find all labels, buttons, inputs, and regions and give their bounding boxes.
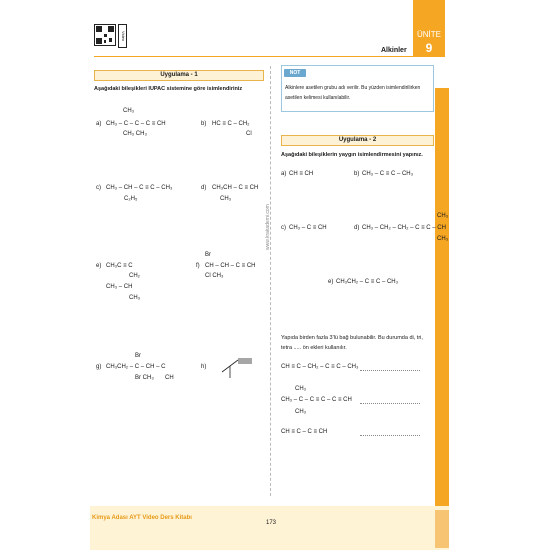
formula-e-sub1: CH₂	[129, 273, 140, 279]
formula-g-main: CH₃CH₂ – C – CH – C	[106, 364, 166, 370]
exercise-2: CH₃ – C – C ≡ C – C ≡ CH	[281, 397, 352, 403]
note-text-line2: asetilen kelimesi kullanılabilir.	[285, 95, 351, 101]
item-label-b: b)	[201, 121, 207, 127]
formula-c-below: C₂H₅	[124, 196, 138, 202]
formula-f-above: Br	[205, 252, 211, 258]
item-label-h: h)	[201, 364, 207, 370]
formula-d-main: CH₃CH – C ≡ CH	[212, 185, 259, 191]
item-label-e: e)	[96, 263, 102, 269]
exercise-2-above: CH₃	[295, 386, 307, 392]
side-strip	[435, 88, 449, 510]
side-strip-bottom	[435, 510, 449, 548]
formula-f-main: CH – CH – C ≡ CH	[205, 263, 256, 269]
note-text-line1: Alkinlere asetilen grubu adı verilir. Bu yüzden isimlendirilirken	[285, 85, 421, 91]
formula2-d-below: CH₃	[437, 236, 449, 242]
formula-g-above: Br	[135, 353, 141, 359]
item-label-a: a)	[96, 121, 102, 127]
item-label-f: f)	[196, 263, 200, 269]
formula-d-below: CH₃	[220, 196, 232, 202]
unit-tab	[413, 0, 445, 56]
item2-label-a: a)	[281, 171, 287, 177]
formula-e-sub2: CH₃ – CH	[106, 284, 133, 290]
section-title-2: Uygulama - 2	[281, 135, 434, 146]
answer-line-1[interactable]	[360, 370, 420, 371]
formula2-d: CH₃ – CH₂ – CH₂ – C ≡ C – CH	[362, 225, 446, 231]
formula-a-main: CH₃ – C – C – C ≡ CH	[106, 121, 166, 127]
header-rule	[94, 56, 445, 57]
formula-a-below: CH₃ CH₃	[123, 131, 147, 137]
qr-video-label: Video	[118, 24, 127, 48]
formula-a-above: CH₃	[123, 108, 135, 114]
item2-label-e: e)	[328, 279, 334, 285]
paragraph-line2: tetra ..... ön ekleri kullanılır.	[281, 345, 347, 351]
paragraph-line1: Yapıda birden fazla 3'lü bağ bulunabilir. Bu durumda di, tri,	[281, 335, 423, 341]
item-label-d: d)	[201, 185, 207, 191]
formula2-e: CH₃CH₂ – C ≡ C – CH₃	[336, 279, 399, 285]
formula2-a: CH ≡ CH	[289, 171, 314, 177]
book-title: Kimya Adası AYT Video Ders Kitabı	[92, 515, 192, 521]
answer-line-2[interactable]	[360, 403, 420, 404]
formula-c-main: CH₃ – CH – C ≡ C – CH₃	[106, 185, 173, 191]
formula2-d-above: CH₃	[437, 213, 449, 219]
skeletal-structure-h	[218, 354, 254, 382]
formula-b-below: Cl	[246, 131, 252, 137]
unit-number: 9	[425, 41, 433, 55]
formula-e-sub3: CH₃	[129, 295, 141, 301]
exercise-3: CH ≡ C – C ≡ CH	[281, 429, 328, 435]
note-tag: NOT	[284, 69, 306, 77]
formula-b-main: HC ≡ C – CH₂	[212, 121, 250, 127]
unit-label: ÜNİTE	[417, 30, 441, 39]
item2-label-b: b)	[354, 171, 360, 177]
item-label-c: c)	[96, 185, 101, 191]
watermark: www.krakademi.com	[265, 204, 271, 250]
formula-f-below: Cl CH₃	[205, 273, 224, 279]
qr-code[interactable]	[94, 24, 116, 46]
exercise-2-below: CH₃	[295, 409, 307, 415]
item-label-g: g)	[96, 364, 102, 370]
formula-g-below: Br CH₃	[135, 375, 154, 381]
instruction-2: Aşağıdaki bileşiklerin yaygın isimlendirmesini yapınız.	[281, 152, 423, 158]
topic-title: Alkinler	[381, 47, 407, 54]
formula2-b: CH₃ – C ≡ C – CH₃	[362, 171, 414, 177]
page-number: 173	[266, 520, 277, 526]
section-title-1: Uygulama - 1	[94, 70, 264, 81]
formula-g-below-right: CH	[165, 375, 174, 381]
instruction-1: Aşağıdaki bileşikleri IUPAC sistemine göre isimlendiriniz	[94, 86, 243, 92]
formula2-c: CH₃ – C ≡ CH	[289, 225, 327, 231]
column-divider	[270, 66, 271, 496]
answer-line-3[interactable]	[360, 435, 420, 436]
footer-band	[90, 506, 449, 550]
formula-e-main: CH₃C ≡ C	[106, 263, 133, 269]
item2-label-d: d)	[354, 225, 360, 231]
item2-label-c: c)	[281, 225, 286, 231]
exercise-1: CH ≡ C – CH₂ – C ≡ C – CH₃	[281, 364, 359, 370]
